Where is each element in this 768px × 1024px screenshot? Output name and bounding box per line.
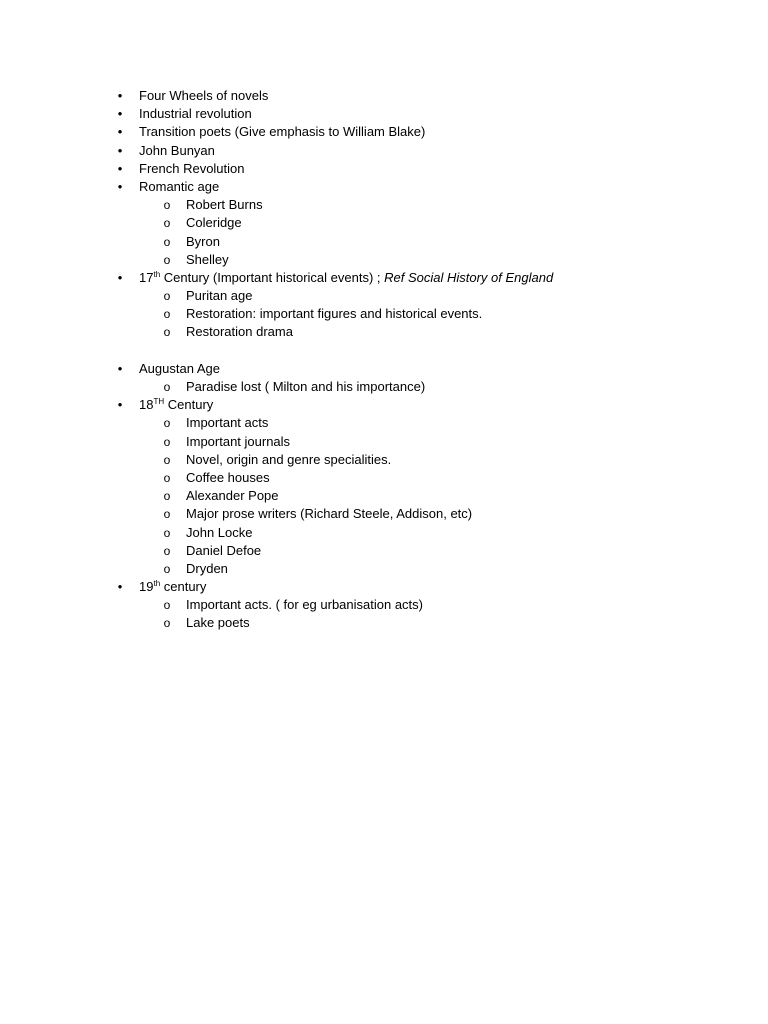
list-item-four-wheels <box>0 87 768 105</box>
sub-bullet-marker: o <box>163 525 171 540</box>
sub-bullet-marker: o <box>163 616 171 631</box>
list-item-18th-century <box>0 396 768 414</box>
sub-list-item-text: Shelley <box>186 251 229 267</box>
bullet-marker: • <box>117 397 123 413</box>
list-item-french-revolution <box>0 160 768 178</box>
bullet-marker: • <box>117 360 123 376</box>
sub-list-item-text: Dryden <box>186 560 228 576</box>
sub-bullet-marker: o <box>163 416 171 431</box>
sub-bullet-marker: o <box>163 561 171 576</box>
sub-list-item-text: Lake poets <box>186 615 250 631</box>
sub-bullet-marker: o <box>163 198 171 213</box>
sub-bullet-marker: o <box>163 252 171 267</box>
list-item-augustan-age <box>0 360 768 378</box>
sub-list-item-robert-burns <box>0 196 768 214</box>
sub-list-item-text: Major prose writers (Richard Steele, Addison, etc) <box>186 506 473 522</box>
sub-list-item-text: Restoration: important figures and historical events. <box>186 306 483 322</box>
list-item-text <box>139 396 213 414</box>
sub-list-item-urbanisation-acts <box>0 596 768 614</box>
sub-list-item-puritan-age <box>0 287 768 305</box>
sub-list-item-coleridge <box>0 214 768 232</box>
list-item-john-bunyan <box>0 142 768 160</box>
sub-list-item-lake-poets <box>0 614 768 632</box>
sub-list-item-text: Alexander Pope <box>186 488 279 504</box>
bullet-marker: • <box>117 106 123 122</box>
sub-list-item-text: Coffee houses <box>186 469 270 485</box>
sub-list-item-important-journals <box>0 433 768 451</box>
sub-list-item-dryden <box>0 560 768 578</box>
list-item-text: John Bunyan <box>139 142 215 158</box>
sub-list-item-text: John Locke <box>186 524 253 540</box>
bullet-marker: • <box>117 124 123 140</box>
sub-bullet-marker: o <box>163 434 171 449</box>
sub-bullet-marker: o <box>163 452 171 467</box>
sub-list-item-important-acts <box>0 414 768 432</box>
sub-list-item-text: Byron <box>186 233 220 249</box>
sub-bullet-marker: o <box>163 470 171 485</box>
sub-list-item-text: Robert Burns <box>186 197 263 213</box>
list-item-text <box>139 578 206 596</box>
sub-list-item-text: Coleridge <box>186 215 242 231</box>
sub-bullet-marker: o <box>163 325 171 340</box>
bullet-marker: • <box>117 88 123 103</box>
sub-bullet-marker: o <box>163 598 171 613</box>
list-item-text-post: Century (Important historical events) ; <box>160 269 385 285</box>
sub-bullet-marker: o <box>163 507 171 522</box>
sub-list-item-shelley <box>0 251 768 269</box>
bullet-marker: • <box>117 579 123 595</box>
sub-list-item-paradise-lost <box>0 378 768 396</box>
list-item-industrial-revolution <box>0 105 768 123</box>
sub-list-item-daniel-defoe <box>0 542 768 560</box>
sub-bullet-marker: o <box>163 543 171 558</box>
list-item-text: Four Wheels of novels <box>139 88 269 103</box>
list-item-text-post: century <box>160 579 207 595</box>
sub-list-item-john-locke <box>0 524 768 542</box>
sub-list-item-text: Daniel Defoe <box>186 542 262 558</box>
list-item-text: French Revolution <box>139 160 245 176</box>
list-item-text: Industrial revolution <box>139 106 252 122</box>
sub-list-item-alexander-pope <box>0 487 768 505</box>
sub-list-item-restoration-drama <box>0 323 768 341</box>
sub-list-item-byron <box>0 233 768 251</box>
ordinal-superscript: th <box>153 579 161 589</box>
sub-list-item-prose-writers <box>0 505 768 523</box>
sub-list-item-novel-origin <box>0 451 768 469</box>
blank-line <box>0 342 768 360</box>
list-item-17th-century <box>0 269 768 287</box>
sub-bullet-marker: o <box>163 234 171 249</box>
bullet-marker: • <box>117 142 123 158</box>
list-item-text: Transition poets (Give emphasis to William Blake) <box>139 124 426 140</box>
sub-list-item-text: Paradise lost ( Milton and his importance) <box>186 379 426 394</box>
sub-list-item-text: Puritan age <box>186 288 253 304</box>
topic-outline <box>0 87 768 633</box>
bullet-marker: • <box>117 269 123 285</box>
sub-bullet-marker: o <box>163 216 171 231</box>
list-item-text: Romantic age <box>139 178 220 194</box>
list-item-romantic-age <box>0 178 768 196</box>
sub-list-item-text: Important acts. ( for eg urbanisation acts) <box>186 597 423 613</box>
bullet-marker: • <box>117 160 123 176</box>
ordinal-superscript: TH <box>153 397 165 407</box>
reference-italic: Ref Social History of England <box>384 269 554 285</box>
list-item-text-post: Century <box>164 397 214 413</box>
sub-bullet-marker: o <box>163 489 171 504</box>
sub-list-item-restoration <box>0 305 768 323</box>
sub-list-item-text: Restoration drama <box>186 324 293 340</box>
list-item-19th-century <box>0 578 768 596</box>
sub-bullet-marker: o <box>163 307 171 322</box>
list-item-text-pre: 19 <box>139 579 154 595</box>
sub-bullet-marker: o <box>163 380 171 394</box>
list-item-text <box>139 269 553 287</box>
sub-list-item-text: Novel, origin and genre specialities. <box>186 451 392 467</box>
list-item-transition-poets <box>0 123 768 141</box>
sub-list-item-text: Important journals <box>186 433 291 449</box>
list-item-text: Augustan Age <box>139 360 220 376</box>
list-item-text-pre: 18 <box>139 397 154 413</box>
ordinal-superscript: th <box>153 269 161 279</box>
list-item-text-pre: 17 <box>139 269 154 285</box>
bullet-marker: • <box>117 178 123 194</box>
sub-list-item-text: Important acts <box>186 415 269 431</box>
sub-list-item-coffee-houses <box>0 469 768 487</box>
sub-bullet-marker: o <box>163 289 171 304</box>
